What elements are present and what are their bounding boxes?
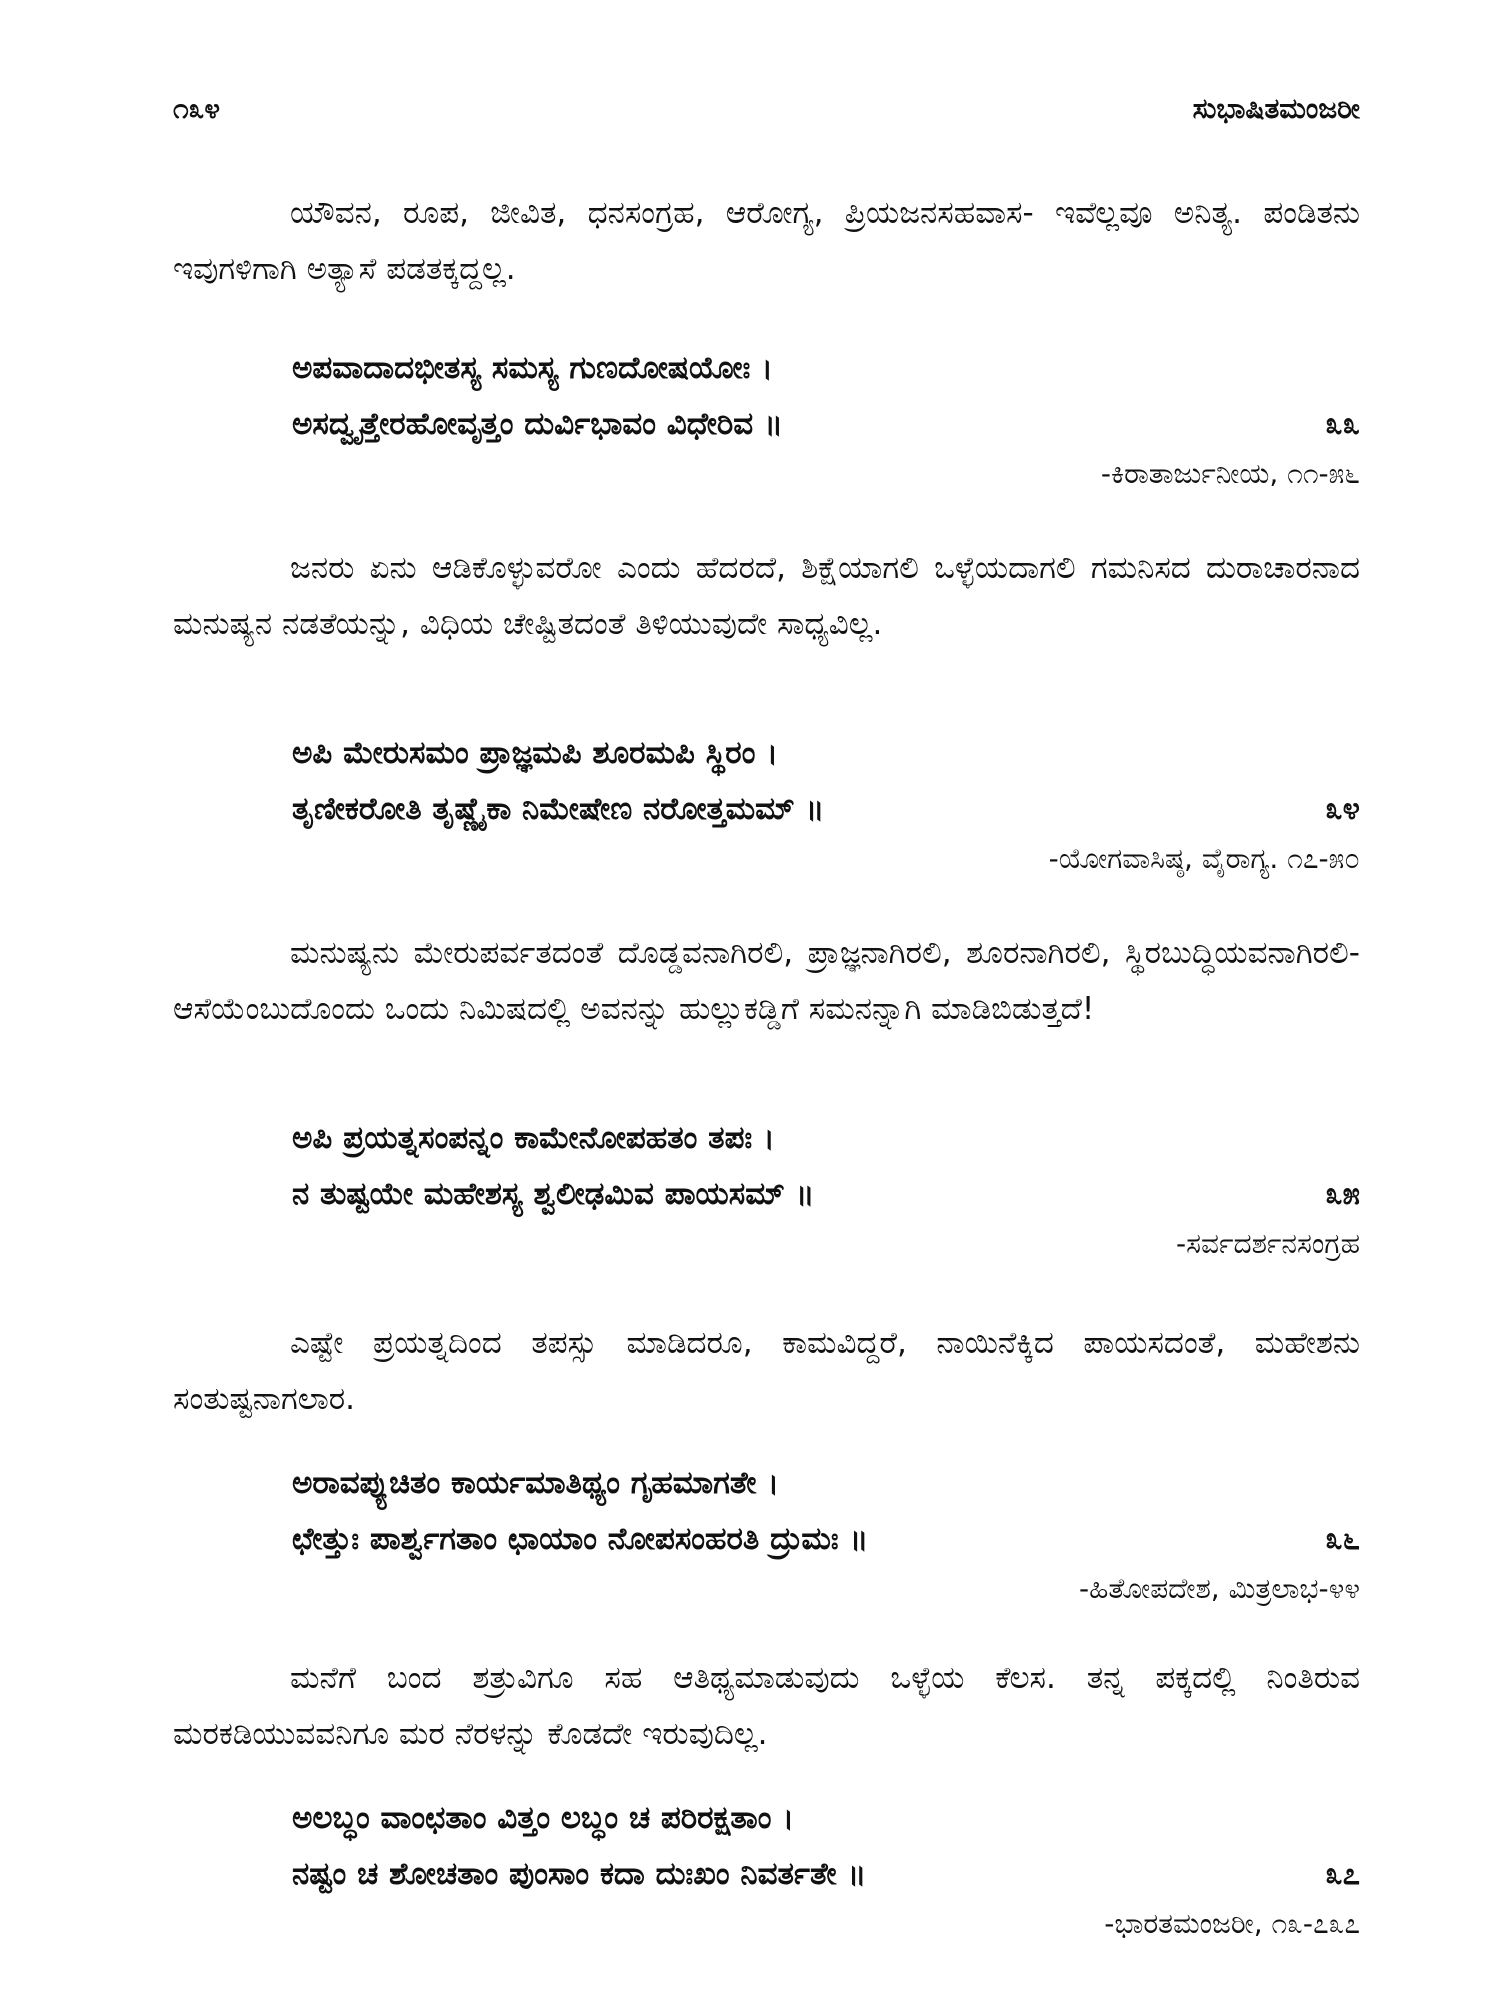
verse-number: ೩೭ bbox=[1325, 1856, 1360, 1892]
verse-line-with-number bbox=[292, 1846, 1360, 1902]
verse-line-with-number bbox=[292, 1166, 1360, 1222]
verse-line: ತೃಣೀಕರೋತಿ ತೃಷ್ಣೈಕಾ ನಿಮೇಷೇಣ ನರೋತ್ತಮಮ್ ॥ bbox=[292, 791, 825, 827]
verse-citation: -ಕಿರಾತಾರ್ಜುನೀಯ, ೧೧-೫೬ bbox=[1100, 457, 1360, 490]
verse-number: ೩೩ bbox=[1325, 406, 1360, 442]
paragraph-text: ಯೌವನ, ರೂಪ, ಜೀವಿತ, ಧನಸಂಗ್ರಹ, ಆರೋಗ್ಯ, ಪ್ರಿಯಜನಸಹವಾಸ- ಇವೆಲ್ಲವೂ ಅನಿತ್ಯ. ಪಂಡಿತನು ಇವುಗಳಿಗಾಗಿ ಅತ್ಯಾಸೆ ಪಡತಕ್ಕದ್ದಲ್ಲ. bbox=[173, 195, 1360, 287]
verse-line: ಛೇತ್ತುಃ ಪಾರ್ಶ್ವಗತಾಂ ಛಾಯಾಂ ನೋಪಸಂಹರತಿ ದ್ರುಮಃ ॥ bbox=[292, 1521, 869, 1557]
verse-block bbox=[292, 1110, 1360, 1266]
verse-line: ಅರಾವಪ್ಯುಚಿತಂ ಕಾರ್ಯಮಾತಿಥ್ಯಂ ಗೃಹಮಾಗತೇ । bbox=[292, 1465, 780, 1501]
verse-line: ನಷ್ಟಂ ಚ ಶೋಚತಾಂ ಪುಂಸಾಂ ಕದಾ ದುಃಖಂ ನಿವರ್ತತೇ ॥ bbox=[292, 1856, 867, 1892]
verse-citation: -ಭಾರತಮಂಜರೀ, ೧೩-೭೩೭ bbox=[1104, 1907, 1360, 1940]
prose-paragraph bbox=[173, 185, 1360, 297]
verse-line-with-number bbox=[292, 1511, 1360, 1567]
verse-line-with-number bbox=[292, 781, 1360, 837]
verse-block bbox=[292, 340, 1360, 496]
prose-paragraph bbox=[173, 925, 1360, 1037]
verse-line: ಅಪವಾದಾದಭೀತಸ್ಯ ಸಮಸ್ಯ ಗುಣದೋಷಯೋಃ । bbox=[292, 350, 773, 386]
verse-line: ನ ತುಷ್ಟಯೇ ಮಹೇಶಸ್ಯ ಶ್ವಲೀಢಮಿವ ಪಾಯಸಮ್ ॥ bbox=[292, 1176, 815, 1212]
paragraph-text: ಜನರು ಏನು ಆಡಿಕೊಳ್ಳುವರೋ ಎಂದು ಹೆದರದೆ, ಶಿಕ್ಷೆಯಾಗಲಿ ಒಳ್ಳೆಯದಾಗಲಿ ಗಮನಿಸದ ದುರಾಚಾರನಾದ ಮನುಷ್ಯನ ನಡತೆಯನ್ನು, ವಿಧಿಯ ಚೇಷ್ಟಿತದಂತೆ ತಿಳಿಯುವುದೇ ಸಾಧ್ಯವಿಲ್ಲ. bbox=[173, 550, 1360, 642]
verse-block bbox=[292, 1455, 1360, 1611]
verse-number: ೩೫ bbox=[1325, 1176, 1360, 1212]
verse-citation: -ಸರ್ವದರ್ಶನಸಂಗ್ರಹ bbox=[1176, 1227, 1360, 1260]
verse-citation: -ಯೋಗವಾಸಿಷ್ಠ, ವೈರಾಗ್ಯ. ೧೭-೫೦ bbox=[1048, 842, 1360, 875]
verse-line-with-number bbox=[292, 396, 1360, 452]
prose-paragraph bbox=[173, 1650, 1360, 1762]
verse-citation: -ಹಿತೋಪದೇಶ, ಮಿತ್ರಲಾಭ-೪೪ bbox=[1079, 1572, 1360, 1605]
prose-paragraph bbox=[173, 1315, 1360, 1427]
verse-line: ಅಪಿ ಪ್ರಯತ್ನಸಂಪನ್ನಂ ಕಾಮೇನೋಪಹತಂ ತಪಃ । bbox=[292, 1120, 775, 1156]
paragraph-text: ಮನೆಗೆ ಬಂದ ಶತ್ರುವಿಗೂ ಸಹ ಆತಿಥ್ಯಮಾಡುವುದು ಒಳ್ಳೆಯ ಕೆಲಸ. ತನ್ನ ಪಕ್ಕದಲ್ಲಿ ನಿಂತಿರುವ ಮರಕಡಿಯುವವನಿಗೂ ಮರ ನೆರಳನ್ನು ಕೊಡದೇ ಇರುವುದಿಲ್ಲ. bbox=[173, 1660, 1360, 1752]
page-header bbox=[173, 92, 1360, 136]
verse-line: ಅಪಿ ಮೇರುಸಮಂ ಪ್ರಾಜ್ಞಮಪಿ ಶೂರಮಪಿ ಸ್ಥಿರಂ । bbox=[292, 735, 779, 771]
verse-number: ೩೬ bbox=[1325, 1521, 1360, 1557]
verse-line: ಅಲಬ್ಧಂ ವಾಂಛತಾಂ ವಿತ್ತಂ ಲಬ್ಧಂ ಚ ಪರಿರಕ್ಷತಾಂ । bbox=[292, 1800, 795, 1836]
paragraph-text: ಎಷ್ಟೇ ಪ್ರಯತ್ನದಿಂದ ತಪಸ್ಸು ಮಾಡಿದರೂ, ಕಾಮವಿದ್ದರೆ, ನಾಯಿನೆಕ್ಕಿದ ಪಾಯಸದಂತೆ, ಮಹೇಶನು ಸಂತುಷ್ಟನಾಗಲಾರ. bbox=[173, 1325, 1360, 1417]
verse-block bbox=[292, 725, 1360, 881]
prose-paragraph bbox=[173, 540, 1360, 652]
paragraph-text: ಮನುಷ್ಯನು ಮೇರುಪರ್ವತದಂತೆ ದೊಡ್ಡವನಾಗಿರಲಿ, ಪ್ರಾಜ್ಞನಾಗಿರಲಿ, ಶೂರನಾಗಿರಲಿ, ಸ್ಥಿರಬುದ್ಧಿಯವನಾಗಿರಲಿ-ಆಸೆಯೆಂಬುದೊಂದು ಒಂದು ನಿಮಿಷದಲ್ಲಿ ಅವನನ್ನು ಹುಲ್ಲುಕಡ್ಡಿಗೆ ಸಮನನ್ನಾಗಿ ಮಾಡಿಬಿಡುತ್ತದೆ! bbox=[173, 935, 1360, 1027]
verse-block bbox=[292, 1790, 1360, 1946]
page-number: ೧೩೪ bbox=[173, 92, 221, 125]
verse-number: ೩೪ bbox=[1325, 791, 1360, 827]
verse-line: ಅಸದ್ವೃತ್ತೇರಹೋವೃತ್ತಂ ದುರ್ವಿಭಾವಂ ವಿಧೇರಿವ ॥ bbox=[292, 406, 783, 442]
running-title: ಸುಭಾಷಿತಮಂಜರೀ bbox=[1192, 92, 1360, 125]
